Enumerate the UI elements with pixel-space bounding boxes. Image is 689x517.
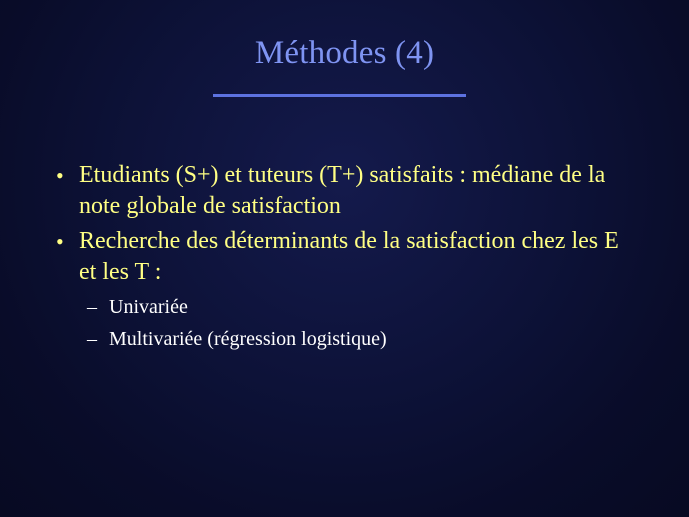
bullet-text: Recherche des déterminants de la satisfaction chez les E et les T : [79,228,619,285]
bullet-marker: • [56,163,64,188]
dash-marker: – [87,328,97,350]
bullet-list [0,160,689,359]
bullet-item [0,226,639,355]
sub-bullet-text: Univariée [109,296,188,318]
sub-bullet-item [79,323,639,355]
slide-title: Méthodes (4) [254,35,435,71]
bullet-item [0,160,639,222]
bullet-marker: • [56,229,64,254]
title-underline [213,94,466,97]
dash-marker: – [87,296,97,318]
sub-bullet-item [79,291,639,323]
sub-bullet-text: Multivariée (régression logistique) [109,328,387,350]
bullet-text: Etudiants (S+) et tuteurs (T+) satisfaits : médiane de la note globale de satisfaction [79,162,606,219]
sub-bullet-list [79,291,639,355]
